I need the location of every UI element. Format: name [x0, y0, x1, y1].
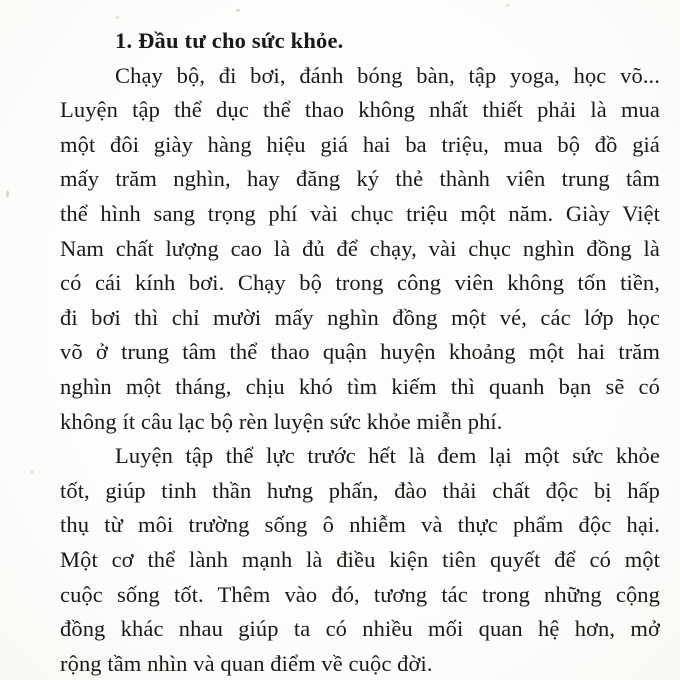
- text-line: có cái kính bơi. Chạy bộ trong công viên không tốn tiền,: [60, 270, 660, 296]
- text-line: Một cơ thể lành mạnh là điều kiện tiên quyết để có một: [60, 546, 660, 572]
- text-line: Luyện tập thể lực trước hết là đem lại một sức khỏe: [115, 443, 660, 469]
- text-line: tốt, giúp tinh thần hưng phấn, đào thải chất độc bị hấp: [60, 477, 660, 503]
- text-line: không ít câu lạc bộ rèn luyện sức khỏe miễn phí.: [60, 408, 503, 434]
- text-line: một đôi giày hàng hiệu giá hai ba triệu, mua bộ đồ giá: [60, 131, 660, 157]
- text-line: Luyện tập thể dục thể thao không nhất thiết phải là mua: [60, 97, 660, 123]
- page-text-block: [60, 24, 660, 680]
- text-line: mấy trăm nghìn, hay đăng ký thẻ thành viên trung tâm: [60, 166, 660, 192]
- text-line: võ ở trung tâm thể thao quận huyện khoảng một hai trăm: [60, 339, 660, 365]
- scan-speckle: [505, 4, 510, 7]
- scan-speckle: [116, 16, 119, 19]
- text-line: nghìn một tháng, chịu khó tìm kiếm thì quanh bạn sẽ có: [60, 373, 660, 399]
- text-line: rộng tầm nhìn và quan điểm về cuộc đời.: [60, 650, 433, 676]
- text-line: Chạy bộ, đi bơi, đánh bóng bàn, tập yoga, học võ...: [115, 62, 660, 88]
- section-heading: 1. Đầu tư cho sức khỏe.: [115, 28, 344, 53]
- text-line: đi bơi thì chỉ mười mấy nghìn đồng một vé, các lớp học: [60, 304, 660, 330]
- scan-speckle: [6, 190, 9, 198]
- text-line: thể hình sang trọng phí vài chục triệu một năm. Giày Việt: [60, 200, 660, 226]
- text-line: đồng khác nhau giúp ta có nhiều mối quan hệ hơn, mở: [60, 616, 660, 642]
- text-line: thụ từ môi trường sống ô nhiễm và thực phẩm độc hại.: [60, 512, 660, 538]
- scan-speckle: [236, 9, 240, 12]
- text-line: cuộc sống tốt. Thêm vào đó, tương tác trong những cộng: [60, 581, 660, 607]
- text-line: Nam chất lượng cao là đủ để chạy, vài chục nghìn đồng là: [60, 235, 660, 261]
- scan-speckle: [30, 470, 34, 474]
